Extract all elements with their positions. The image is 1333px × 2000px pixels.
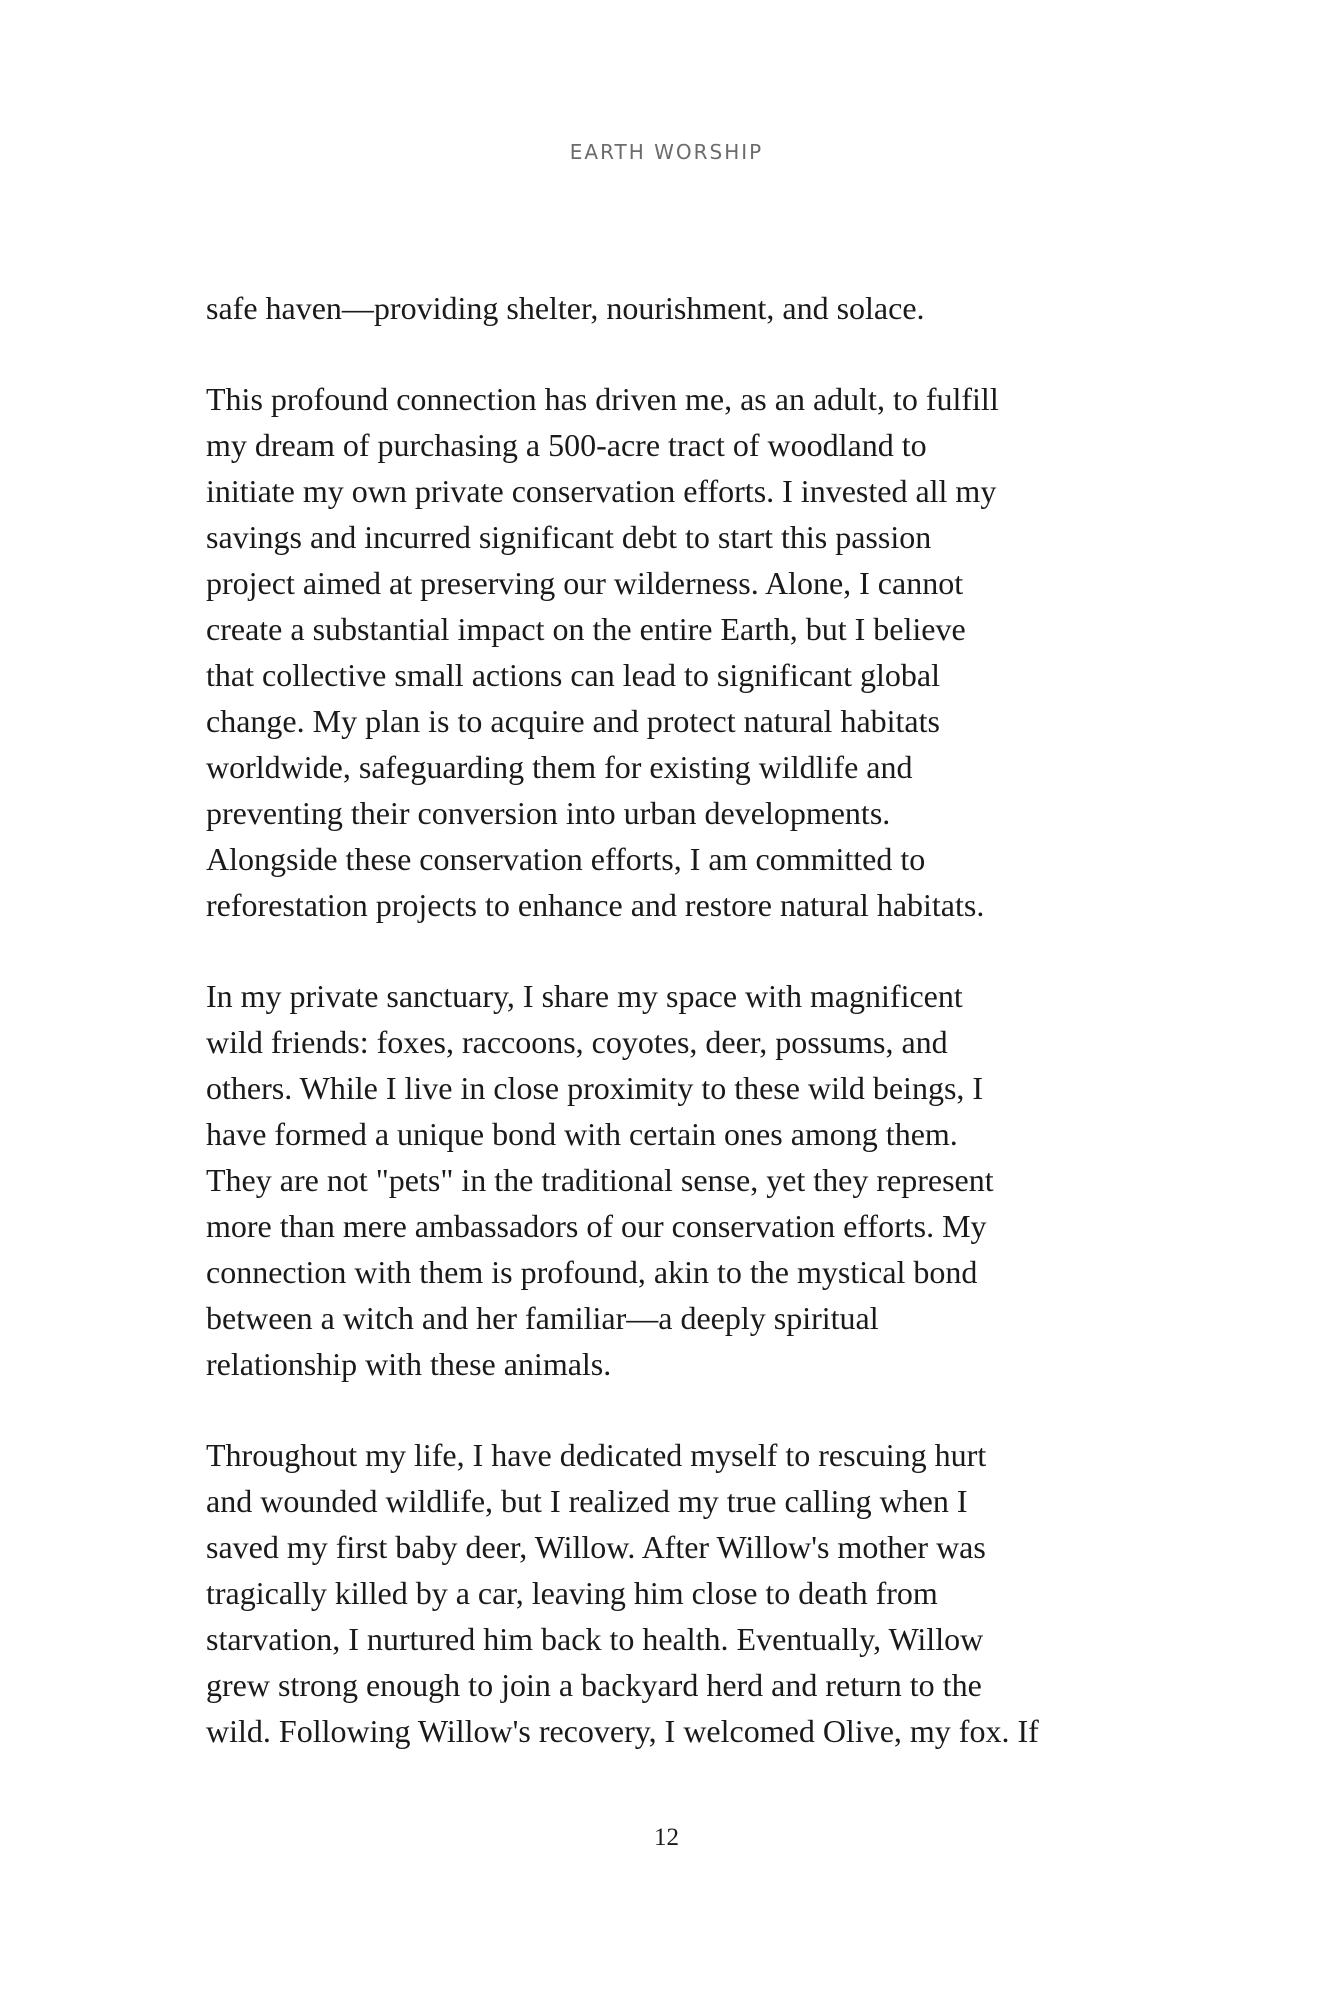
text-line: savings and incurred significant debt to start this passion	[206, 519, 932, 555]
text-line: connection with them is profound, akin to the mystical bond	[206, 1254, 978, 1290]
text-line: This profound connection has driven me, as an adult, to fulfill	[206, 381, 999, 417]
paragraph	[206, 1432, 1146, 1754]
text-line: create a substantial impact on the entire Earth, but I believe	[206, 611, 966, 647]
body-text	[206, 285, 1146, 1799]
text-line: tragically killed by a car, leaving him close to death from	[206, 1575, 938, 1611]
text-line: more than mere ambassadors of our conservation efforts. My	[206, 1208, 987, 1244]
text-line: my dream of purchasing a 500-acre tract of woodland to	[206, 427, 927, 463]
running-header: EARTH WORSHIP	[569, 140, 764, 164]
text-line: Throughout my life, I have dedicated myself to rescuing hurt	[206, 1437, 987, 1473]
text-line: preventing their conversion into urban developments.	[206, 795, 891, 831]
paragraph	[206, 973, 1146, 1387]
text-line: In my private sanctuary, I share my space with magnificent	[206, 978, 963, 1014]
text-line: grew strong enough to join a backyard herd and return to the	[206, 1667, 982, 1703]
text-line: safe haven—providing shelter, nourishment, and solace.	[206, 290, 925, 326]
text-line: wild friends: foxes, raccoons, coyotes, deer, possums, and	[206, 1024, 948, 1060]
text-line: that collective small actions can lead to significant global	[206, 657, 940, 693]
text-line: between a witch and her familiar—a deeply spiritual	[206, 1300, 879, 1336]
page-number: 12	[654, 1824, 679, 1851]
text-line: They are not "pets" in the traditional sense, yet they represent	[206, 1162, 994, 1198]
text-line: Alongside these conservation efforts, I am committed to	[206, 841, 926, 877]
text-line: saved my first baby deer, Willow. After Willow's mother was	[206, 1529, 986, 1565]
text-line: relationship with these animals.	[206, 1346, 612, 1382]
text-line: wild. Following Willow's recovery, I welcomed Olive, my fox. If	[206, 1713, 1039, 1749]
text-line: and wounded wildlife, but I realized my true calling when I	[206, 1483, 968, 1519]
text-line: change. My plan is to acquire and protect natural habitats	[206, 703, 940, 739]
text-line: have formed a unique bond with certain ones among them.	[206, 1116, 958, 1152]
paragraph	[206, 376, 1146, 928]
text-line: worldwide, safeguarding them for existing wildlife and	[206, 749, 913, 785]
text-line: starvation, I nurtured him back to health. Eventually, Willow	[206, 1621, 984, 1657]
paragraph	[206, 285, 1146, 331]
text-line: project aimed at preserving our wilderness. Alone, I cannot	[206, 565, 964, 601]
text-line: others. While I live in close proximity to these wild beings, I	[206, 1070, 984, 1106]
text-line: initiate my own private conservation efforts. I invested all my	[206, 473, 997, 509]
text-line: reforestation projects to enhance and restore natural habitats.	[206, 887, 985, 923]
